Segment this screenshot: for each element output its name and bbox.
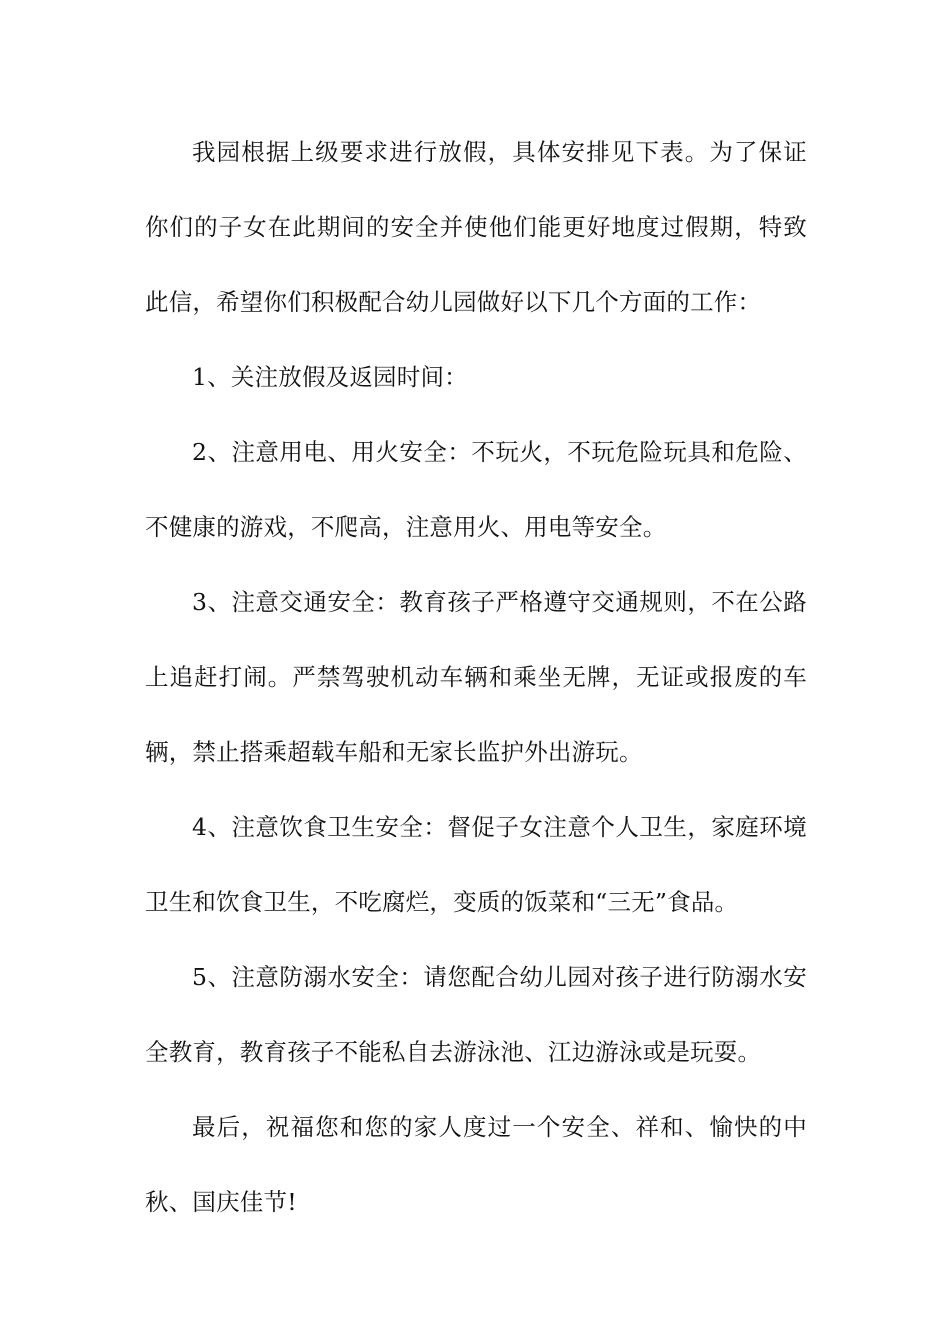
paragraph-closing: 最后，祝福您和您的家人度过一个安全、祥和、愉快的中秋、国庆佳节! xyxy=(145,1113,807,1216)
paragraph-intro: 我园根据上级要求进行放假，具体安排见下表。为了保证你们的子女在此期间的安全并使他们能更好地度过假期，特致此信，希望你们积极配合幼儿园做好以下几个方面的工作： xyxy=(145,138,807,316)
paragraph-item-4: 4、注意饮食卫生安全：督促子女注意个人卫生，家庭环境卫生和饮食卫生，不吃腐烂，变质的饭菜和“三无”食品。 xyxy=(145,813,807,916)
paragraph-item-2: 2、注意用电、用火安全：不玩火，不玩危险玩具和危险、不健康的游戏，不爬高，注意用火、用电等安全。 xyxy=(145,438,807,541)
paragraph-item-5: 5、注意防溺水安全：请您配合幼儿园对孩子进行防溺水安全教育，教育孩子不能私自去游泳池、江边游泳或是玩耍。 xyxy=(145,963,807,1066)
letter-body xyxy=(145,115,807,1240)
paragraph-item-1: 1、关注放假及返园时间： xyxy=(192,363,468,391)
paragraph-item-3: 3、注意交通安全：教育孩子严格遵守交通规则，不在公路上追赶打闹。严禁驾驶机动车辆和乘坐无牌，无证或报废的车辆，禁止搭乘超载车船和无家长监护外出游玩。 xyxy=(145,588,807,766)
